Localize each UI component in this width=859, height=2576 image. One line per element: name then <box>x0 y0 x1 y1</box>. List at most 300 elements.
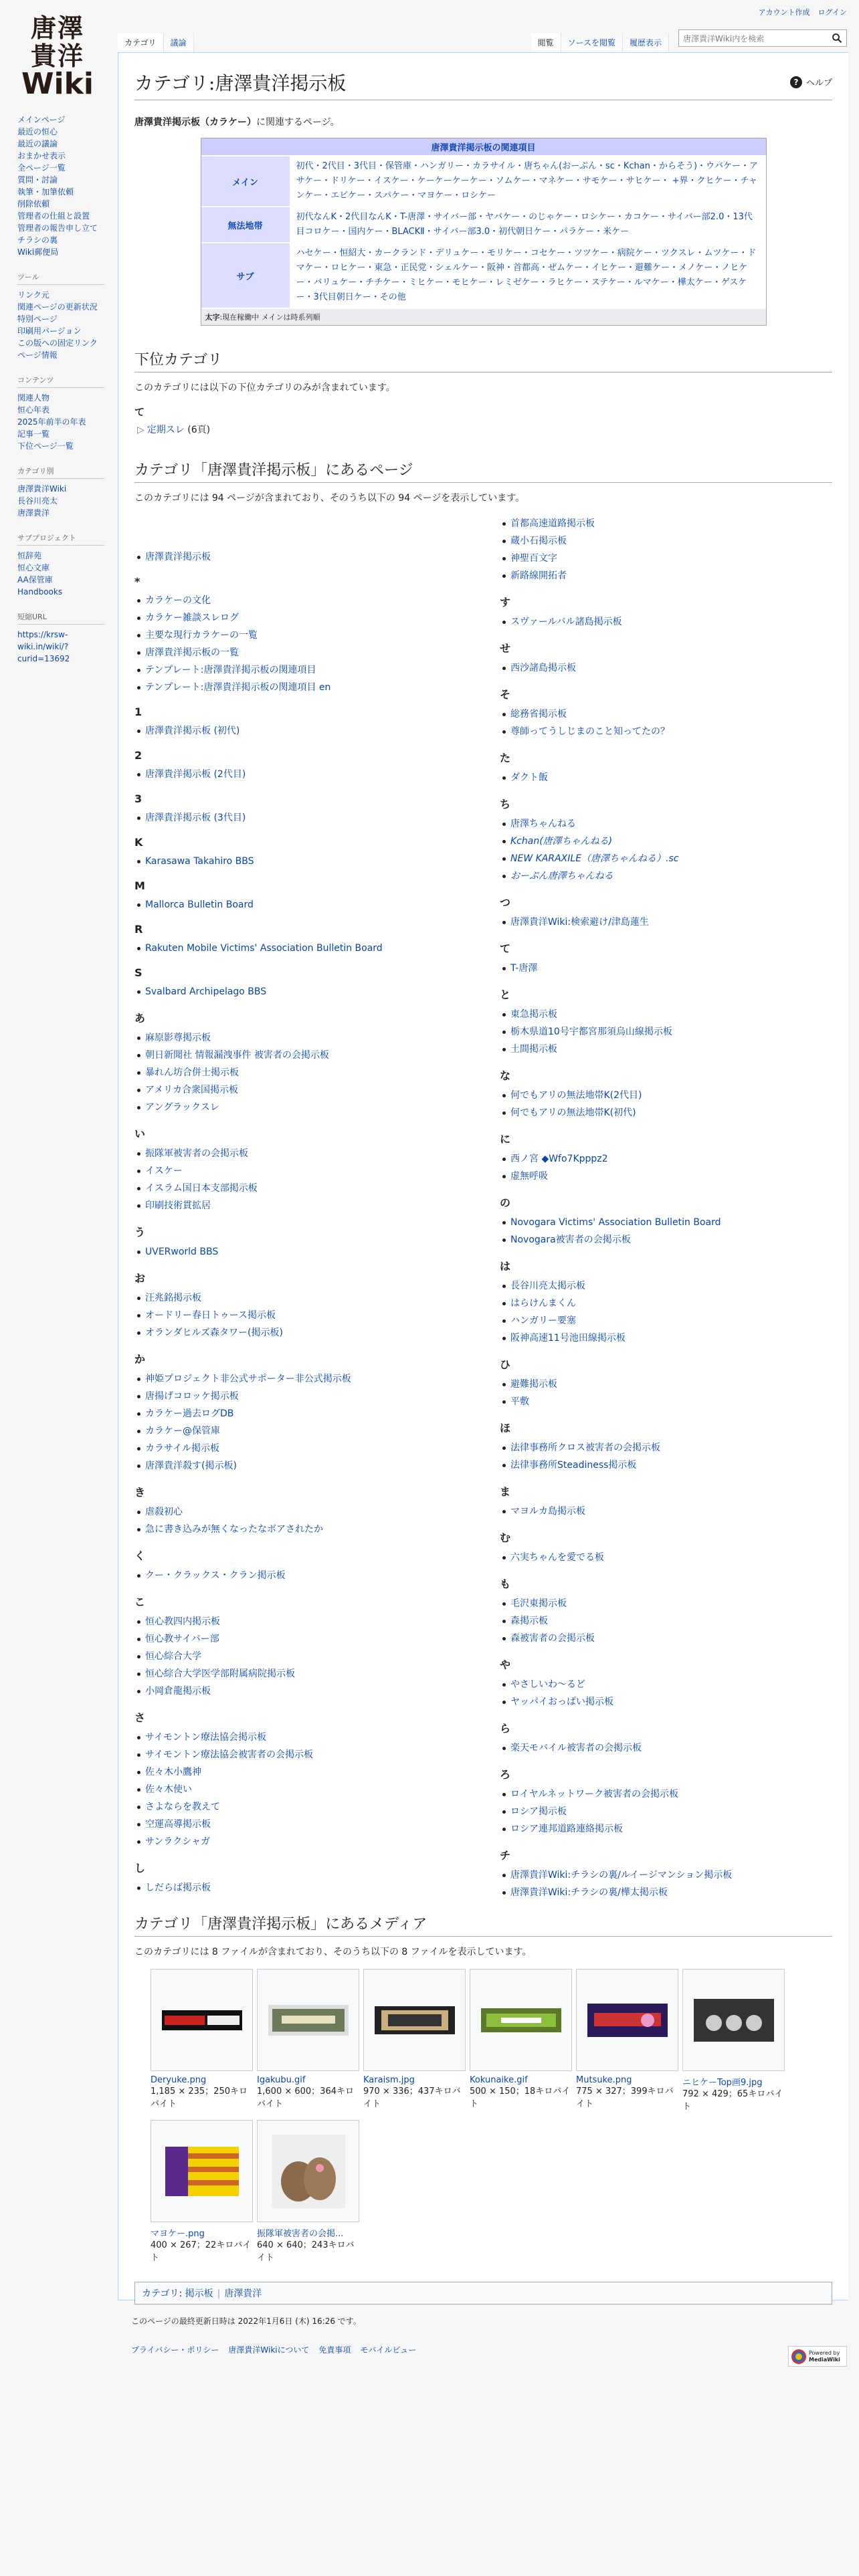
page-link[interactable]: 唐澤貴洋掲示板 (初代) <box>145 726 240 736</box>
page-group-list <box>500 613 848 631</box>
page-group-list <box>500 960 848 977</box>
page-group <box>134 792 482 827</box>
page-link[interactable]: おーぷん唐澤ちゃんねる <box>510 871 613 881</box>
logo-line-1: 唐澤 <box>30 13 84 43</box>
page-group <box>500 1766 848 1838</box>
page-group <box>134 706 482 740</box>
page-link[interactable]: オードリー春日トゥース掲示板 <box>145 1310 276 1321</box>
page-link[interactable]: スヴァールバル諸島掲示板 <box>510 617 622 627</box>
page-link[interactable]: 振隊軍被害者の会掲示板 <box>145 1148 248 1159</box>
page-link[interactable]: 唐澤貴洋掲示板 <box>145 552 211 562</box>
page-link[interactable]: Kchan(唐澤ちゃんねる) <box>510 836 613 847</box>
page-group-letter: す <box>500 596 511 609</box>
page-group-list <box>500 1376 848 1410</box>
navbox-row-list[interactable]: 初代・2代目・3代目・保管庫・ハンガリー・カラサイル・唐ちゃん(おーぷん・sc・Kchan・からそう)・ウバケー・アサケー・ドリケー・イスケー・ケーケーケーケー・ソムケー・マネケー・サモケー・サヒケー・ +界・クヒケー・チャンケー・エビケー・スパケー・マヨケー・ロシケー <box>290 156 766 206</box>
page-link[interactable]: 総務省掲示板 <box>510 709 567 720</box>
page-link[interactable]: 唐澤貴洋殺す(掲示板) <box>145 1461 237 1471</box>
page-list-item <box>134 722 482 740</box>
page-link[interactable]: 唐澤貴洋掲示板の一覧 <box>145 647 239 658</box>
page-list-item <box>134 609 482 627</box>
gallery-item <box>470 1969 572 2113</box>
page-link[interactable]: 東急掲示板 <box>510 1009 557 1020</box>
sidebar-content-item <box>17 416 118 428</box>
login-link[interactable]: ログイン <box>818 8 847 17</box>
footer-links <box>131 2344 847 2355</box>
sidebar-content-link[interactable]: 記事一覧 <box>17 429 50 439</box>
page-link[interactable]: Novogara被害者の会掲示板 <box>510 1235 631 1245</box>
page-list-item <box>134 1729 482 1746</box>
page-link[interactable]: ヤッパイおっぱい掲示板 <box>510 1697 613 1707</box>
page-link[interactable]: 唐澤貴洋Wiki:チラシの裏/樺太掲示板 <box>510 1887 668 1898</box>
sidebar-tools <box>17 272 118 361</box>
page-group-list <box>500 706 848 740</box>
gallery-filename[interactable]: Igakubu.gif <box>257 2075 306 2085</box>
page-list-item <box>134 1162 482 1180</box>
page-group-list <box>134 1145 482 1214</box>
sidebar-nav-link[interactable]: 執筆・加筆依頼 <box>17 187 74 197</box>
sidebar-nav-link[interactable]: 全ページ一覧 <box>17 163 66 173</box>
page-link[interactable]: 首都高速道路掲示板 <box>510 518 595 529</box>
page-group-letter: く <box>134 1549 146 1562</box>
page-group <box>134 1125 482 1214</box>
sidebar-content-item <box>17 440 118 452</box>
sidebar-subproject-link[interactable]: 恒辞苑 <box>17 551 42 560</box>
page-group <box>134 1709 482 1850</box>
page-group-letter: に <box>500 1133 511 1146</box>
page-list-item <box>500 550 848 567</box>
page-group-letter: き <box>134 1486 146 1499</box>
page-group <box>134 836 482 870</box>
page-group-letter: て <box>500 942 511 955</box>
page-list-item <box>500 1693 848 1711</box>
tab-category[interactable]: カテゴリ <box>118 33 164 52</box>
page-group <box>134 1860 482 1897</box>
page-list-item <box>134 809 482 827</box>
sidebar-subproject-link[interactable]: 恒心文庫 <box>17 563 50 572</box>
page-link[interactable]: 唐澤貴洋Wiki:検索避け/津島蓮生 <box>510 917 649 928</box>
page-link[interactable]: 主要な現行カラケーの一覧 <box>145 630 258 641</box>
page-link[interactable]: しだらば掲示板 <box>145 1883 211 1893</box>
page-group-letter: と <box>500 988 511 1001</box>
page-link[interactable]: 恒心綜合大学 <box>145 1651 201 1662</box>
page-link[interactable]: 阪神高速11号池田線掲示板 <box>510 1333 626 1344</box>
page-link[interactable]: 法律事務所クロス被害者の会掲示板 <box>510 1442 660 1453</box>
page-link[interactable]: 恒心教サイバー部 <box>145 1634 219 1644</box>
gallery-fileinfo: 775 × 327；399キロバイト <box>576 2086 674 2109</box>
category-separator: | <box>217 2288 221 2299</box>
page-list-item <box>134 1180 482 1197</box>
page-link[interactable]: 佐々木使い <box>145 1784 192 1795</box>
page-link[interactable]: 栃木県道10号宇都宮那須烏山線掲示板 <box>510 1027 672 1037</box>
sidebar-tools-link[interactable]: リンク元 <box>17 290 50 300</box>
site-logo[interactable] <box>11 9 104 103</box>
sidebar-subproject-item <box>17 574 118 586</box>
page-link[interactable]: アメリカ合衆国掲示板 <box>145 1085 239 1095</box>
page-link[interactable]: 楽天モバイル被害者の会掲示板 <box>510 1743 642 1753</box>
page-list-item <box>500 1549 848 1566</box>
tab-read[interactable]: 閲覧 <box>531 33 561 52</box>
sidebar-nav-link[interactable]: 最近の恒心 <box>17 127 58 136</box>
page-link[interactable]: 何でもアリの無法地帯K(初代) <box>510 1107 636 1118</box>
page-link[interactable]: カラケー@保管庫 <box>145 1426 220 1436</box>
sidebar-subprojects-title: サブプロジェクト <box>17 532 104 546</box>
page-group <box>134 1594 482 1700</box>
page-list-item <box>500 532 848 550</box>
page-link[interactable]: 急に書き込みが無くなったなボアされたか <box>145 1524 323 1535</box>
navbox-row <box>201 242 766 308</box>
page-link[interactable]: 西沙諸島掲示板 <box>510 663 576 673</box>
sidebar-tools-link[interactable]: 特別ページ <box>17 314 58 324</box>
gallery-filename[interactable]: マヨケー.png <box>151 2229 205 2239</box>
sidebar-tools-link[interactable]: 印刷用バージョン <box>17 326 82 336</box>
page-list-item <box>134 1683 482 1700</box>
page-link[interactable]: イスケー <box>145 1166 183 1176</box>
gallery-filename[interactable]: Deryuke.png <box>151 2075 207 2085</box>
page-group <box>500 1720 848 1757</box>
page-list-item <box>500 1803 848 1820</box>
sidebar-short-url-link[interactable]: https://krsw- <box>17 630 68 639</box>
footer-link[interactable]: プライバシー・ポリシー <box>131 2345 219 2355</box>
tab-history[interactable]: 履歴表示 <box>623 33 669 52</box>
sidebar-short-url-link[interactable]: curid=13692 <box>17 654 70 663</box>
page-list-item <box>134 1047 482 1064</box>
page-list-item <box>134 661 482 679</box>
gallery-item <box>151 2120 253 2264</box>
page-list-item <box>500 567 848 584</box>
page-group-list <box>500 1439 848 1474</box>
page-link[interactable]: 唐澤貴洋掲示板 (2代目) <box>145 769 246 780</box>
pages-column-1 <box>134 548 482 1906</box>
page-link[interactable]: Mallorca Bulletin Board <box>145 899 254 910</box>
page-link[interactable]: 虐殺初心 <box>145 1507 183 1517</box>
page-list-item <box>500 1214 848 1231</box>
expand-triangle-icon[interactable]: ▷ <box>137 425 145 435</box>
create-account-link[interactable]: アカウント作成 <box>758 8 810 17</box>
page-link[interactable]: Rakuten Mobile Victims' Association Bulletin Board <box>145 943 383 954</box>
sidebar-nav-link[interactable]: 最近の議論 <box>17 139 58 148</box>
page-link[interactable]: テンプレート:唐澤貴洋掲示板の関連項目 <box>145 665 316 675</box>
gallery-thumbnail[interactable] <box>257 1969 359 2071</box>
page-group-list <box>500 1150 848 1185</box>
page-group-letter: か <box>134 1353 146 1366</box>
page-link[interactable]: 平敷 <box>510 1396 529 1407</box>
sidebar-category-link[interactable]: 唐澤貴洋 <box>17 508 50 518</box>
gallery-thumbnail[interactable] <box>257 2120 359 2222</box>
subcategories-heading: 下位カテゴリ <box>134 348 832 372</box>
page-link[interactable]: 長谷川亮太掲示板 <box>510 1281 585 1291</box>
page-link[interactable]: サンラクシャガ <box>145 1836 211 1847</box>
page-group-list <box>500 1739 848 1757</box>
sidebar-short-url-item <box>17 629 118 641</box>
page-list-item <box>500 1295 848 1312</box>
page-link[interactable]: サイモントン療法協会被害者の会掲示板 <box>145 1749 314 1760</box>
help-link[interactable] <box>790 76 832 88</box>
page-link[interactable]: ロイヤルネットワーク被害者の会掲示板 <box>510 1789 679 1800</box>
page-link[interactable]: 麻原影尊掲示板 <box>145 1033 211 1043</box>
page-list-item <box>500 850 848 867</box>
gallery-thumbnail[interactable] <box>682 1969 785 2071</box>
page-link[interactable]: 小岡倉龍掲示板 <box>145 1686 211 1697</box>
page-group <box>500 1576 848 1647</box>
sidebar-tools-item <box>17 349 118 361</box>
page-list-item <box>500 1884 848 1901</box>
sidebar-nav-link[interactable]: 管理者の仕組と設置 <box>17 211 90 221</box>
sidebar-category-link[interactable]: 唐澤貴洋Wiki <box>17 484 67 494</box>
sidebar-tools-item <box>17 301 118 313</box>
sidebar-content-link[interactable]: 恒心年表 <box>17 405 50 415</box>
page-link[interactable]: 森被害者の会掲示板 <box>510 1633 595 1644</box>
sidebar-category-link[interactable]: 長谷川亮太 <box>17 496 58 506</box>
sidebar-tools-link[interactable]: 関連ページの更新状況 <box>17 302 98 312</box>
gallery-item <box>576 1969 678 2113</box>
page-link[interactable]: 空運高導掲示板 <box>145 1819 211 1830</box>
page-group <box>500 1131 848 1185</box>
sidebar-nav-link[interactable]: おまかせ表示 <box>17 151 66 160</box>
page-list-item <box>134 1763 482 1781</box>
page-list-item <box>500 1006 848 1023</box>
page-link[interactable]: 土間掲示板 <box>510 1044 557 1055</box>
page-list-item <box>500 1612 848 1630</box>
page-list-item <box>134 1798 482 1816</box>
page-group <box>134 923 482 957</box>
page-group-list <box>134 1879 482 1897</box>
page-list-item <box>500 1676 848 1693</box>
page-group-list <box>134 1613 482 1700</box>
page-list-item <box>134 1630 482 1648</box>
sidebar-subproject-link[interactable]: Handbooks <box>17 587 63 597</box>
help-label: ヘルプ <box>805 78 832 88</box>
intro-text <box>134 115 832 128</box>
page-list-item <box>500 1820 848 1838</box>
sidebar-nav-item <box>17 234 118 246</box>
page-group-list <box>134 1370 482 1475</box>
navbox-row-list[interactable]: ハセケー・恒紹大・カークランド・デリュケー・モリケー・コセケー・ツツケー・病院ケー・ツクスレ・ムツケー・ドマケー・ロヒケー・東急・正民党・シェルケー・阪神・首都高・ぜムケー・イヒケー・避難ケー・メノケー・ノヒケー・バリュケー・チチケー・ミヒケー・モヒケー・レミゼケー・ラヒケー・ステケー・ルマケー・樺太ケー・ゲスケー・3代目朝日ケー・その他 <box>290 243 766 308</box>
category-link[interactable]: 掲示板 <box>185 2288 213 2299</box>
page-group <box>500 1258 848 1347</box>
page-list-item <box>134 592 482 609</box>
subcategory-link[interactable]: 定期スレ <box>147 425 185 435</box>
navbox-row-head[interactable]: サブ <box>201 243 290 308</box>
page-group <box>500 594 848 631</box>
page-link[interactable]: カラケー過去ログDB <box>145 1408 234 1419</box>
page-list-item <box>134 983 482 1000</box>
intro-bold: 唐澤貴洋掲示板（カラケー） <box>134 117 256 128</box>
page-group-list <box>134 722 482 740</box>
page-link[interactable]: 法律事務所Steadiness掲示板 <box>510 1460 637 1471</box>
page-list-item <box>134 1370 482 1388</box>
page-list-item <box>134 1029 482 1047</box>
sidebar-tools-link[interactable]: ページ情報 <box>17 350 58 360</box>
page-list-item <box>134 1324 482 1341</box>
page-link[interactable]: 唐澤貴洋掲示板 (3代目) <box>145 813 246 823</box>
page-group-letter: M <box>134 879 145 892</box>
page-link[interactable]: Karasawa Takahiro BBS <box>145 856 254 867</box>
gallery-thumbnail[interactable] <box>576 1969 678 2071</box>
page-link[interactable]: 朝日新聞社 情報漏洩事件 被害者の会掲示板 <box>145 1050 329 1061</box>
page-group-letter: 1 <box>134 706 142 718</box>
page-link[interactable]: T-唐澤 <box>510 963 538 974</box>
sidebar-categories <box>17 465 118 519</box>
gallery-thumbnail[interactable] <box>470 1969 572 2071</box>
page-link[interactable]: 唐澤貴洋Wiki:チラシの裏/ルイージマンション掲示板 <box>510 1870 733 1881</box>
sidebar-content-link[interactable]: 関連人物 <box>17 393 50 403</box>
page-link[interactable]: 恒心綜合大学医学部附属病院掲示板 <box>145 1669 295 1679</box>
page-group-letter: ま <box>500 1485 511 1498</box>
page-list-item <box>500 914 848 931</box>
footer-link[interactable]: 免責事項 <box>318 2345 351 2355</box>
page-group-letter: こ <box>134 1596 146 1608</box>
page-link[interactable]: 避難掲示板 <box>510 1379 557 1390</box>
page-group <box>500 1483 848 1520</box>
gallery-filename[interactable]: ニヒケーTop画9.jpg <box>682 2078 763 2088</box>
gallery-filename[interactable]: 振隊軍被害者の会掲... <box>257 2229 344 2239</box>
page-link[interactable]: さよならを教えて <box>145 1802 220 1812</box>
sidebar-short-url-item <box>17 653 118 665</box>
page-link[interactable]: はらけんまくん <box>510 1298 576 1309</box>
page-group-list <box>134 1567 482 1584</box>
page-link[interactable]: 神聖百文字 <box>510 553 557 564</box>
page-list-item <box>134 1064 482 1081</box>
navbox-row-head[interactable]: メイン <box>201 156 290 206</box>
page-link[interactable]: UVERworld BBS <box>145 1247 219 1257</box>
navbox-footer-bold: 太字 <box>205 313 220 322</box>
page-link[interactable]: Svalbard Archipelago BBS <box>145 986 267 997</box>
page-group-list <box>134 853 482 870</box>
gallery-item <box>257 1969 359 2113</box>
page-link[interactable]: やさしいわ～るど <box>510 1679 585 1690</box>
page-link[interactable]: 印刷技術貫拡居 <box>145 1200 211 1211</box>
page-link[interactable]: カラサイル掲示板 <box>145 1443 220 1454</box>
page-link[interactable]: マヨルカ島掲示板 <box>510 1506 585 1517</box>
page-list-item <box>134 1567 482 1584</box>
page-link[interactable]: 蔵小石掲示板 <box>510 536 567 546</box>
page-link[interactable]: 佐々木小鷹神 <box>145 1767 201 1778</box>
category-link[interactable]: 唐澤貴洋 <box>224 2288 262 2299</box>
page-link[interactable]: 何でもアリの無法地帯K(2代目) <box>510 1090 642 1101</box>
page-list-item <box>500 706 848 723</box>
page-group-letter: い <box>134 1128 146 1140</box>
subcategory-count: (6頁) <box>187 425 211 435</box>
sidebar-nav-link[interactable]: 質問・討論 <box>17 175 58 185</box>
page-link[interactable]: カラケーの文化 <box>145 595 211 606</box>
page-link[interactable]: 虚無呼吸 <box>510 1171 548 1182</box>
page-group <box>134 1351 482 1475</box>
page-link[interactable]: 恒心教四内掲示板 <box>145 1616 220 1627</box>
logo-line-2: 貴洋 <box>30 41 84 71</box>
sidebar-subproject-link[interactable]: AA保管庫 <box>17 575 53 584</box>
tab-talk[interactable]: 議論 <box>164 33 194 52</box>
page-link[interactable]: オランダヒルズ森タワー(掲示板) <box>145 1327 283 1338</box>
sidebar-tools-link[interactable]: この版への固定リンク <box>17 338 98 348</box>
navbox-row-list[interactable]: 初代なんK・2代目なんK・T-唐澤・サイバー部・ヤバケー・のじゃケー・ロシケー・カコケー・サイバー部2.0・13代目コロケー・国内ケー・BLACKⅡ・サイバー部3.0・初代朝日ケー・パラケー・米ケー <box>290 207 766 242</box>
navbox-title[interactable]: 唐澤貴洋掲示板の関連項目 <box>201 138 766 155</box>
sidebar-tools-item <box>17 289 118 301</box>
page-link[interactable]: アングラックスレ <box>145 1102 219 1113</box>
page-link[interactable]: 尊師ってうしじまのこと知ってたの？ <box>510 726 670 737</box>
page-list-item <box>134 1648 482 1665</box>
pages-desc: このカテゴリには 94 ページが含まれており、そのうち以下の 94 ページを表示しています。 <box>134 493 525 504</box>
page-list-item <box>500 1376 848 1393</box>
sidebar-category-item <box>17 507 118 519</box>
sidebar-nav-link[interactable]: 削除依頼 <box>17 199 50 209</box>
gallery-filename[interactable]: Karaism.jpg <box>363 2075 415 2085</box>
page-link[interactable]: ダクト飯 <box>510 772 548 783</box>
page-list-item <box>134 679 482 696</box>
page-group-letter: う <box>134 1226 146 1239</box>
page-link[interactable]: サイモントン療法協会掲示板 <box>145 1732 267 1743</box>
sidebar-nav-item <box>17 174 118 186</box>
page-link[interactable]: 汪兆銘掲示板 <box>145 1293 201 1303</box>
page-list-item <box>500 1786 848 1803</box>
categories-label[interactable]: カテゴリ <box>142 2288 179 2299</box>
gallery-thumbnail[interactable] <box>151 1969 253 2071</box>
page-link[interactable]: 唐揚げコロッケ掲示板 <box>145 1391 239 1402</box>
gallery-thumbnail[interactable] <box>151 2120 253 2222</box>
sidebar-short-url-link[interactable]: wiki.in/wiki/? <box>17 642 69 651</box>
sidebar-nav-link[interactable]: チラシの裏 <box>17 235 58 245</box>
page-group-list <box>134 1289 482 1341</box>
page-link[interactable]: 神姫プロジェクト非公式サポーター非公式掲示板 <box>145 1374 351 1384</box>
page-link[interactable]: Novogara Victims' Association Bulletin Board <box>510 1217 721 1228</box>
page-link[interactable]: 西ノ宮 ◆Wfo7Kpppz2 <box>510 1154 608 1164</box>
sidebar-content-link[interactable]: 2025年前半の年表 <box>17 417 86 427</box>
page-link[interactable]: カラケー雑談スレログ <box>145 613 239 623</box>
page-link[interactable]: クー・クラックス・クラン掲示板 <box>145 1570 286 1581</box>
gallery-thumbnail[interactable] <box>363 1969 466 2071</box>
page-link[interactable]: イスラム国日本支部掲示板 <box>145 1183 258 1194</box>
page-link[interactable]: 新路線開拓者 <box>510 570 567 581</box>
sidebar-nav-link[interactable]: メインページ <box>17 115 66 124</box>
page-link[interactable]: 毛沢東掲示板 <box>510 1598 567 1609</box>
navbox-row-head[interactable]: 無法地帯 <box>201 207 290 242</box>
sidebar-content-link[interactable]: 下位ページ一覧 <box>17 441 74 451</box>
page-list-item <box>500 613 848 631</box>
page-group-letter: 2 <box>134 749 142 762</box>
page-link[interactable]: 六実ちゃんを愛でる板 <box>510 1552 604 1563</box>
search-icon[interactable] <box>832 33 842 43</box>
gallery-filename[interactable]: Kokunaike.gif <box>470 2075 528 2085</box>
powered-by-mediawiki-badge[interactable] <box>788 2346 847 2367</box>
page-link[interactable]: 唐澤ちゃんねる <box>510 819 576 829</box>
page-link[interactable]: テンプレート:唐澤貴洋掲示板の関連項目 en <box>145 682 331 693</box>
page-group <box>134 1270 482 1341</box>
search-input[interactable] <box>678 29 847 47</box>
sidebar-nav-link[interactable]: Wiki郵便局 <box>17 247 59 257</box>
page-link[interactable]: ハンガリー要塞 <box>510 1315 576 1326</box>
tab-view-source[interactable]: ソースを閲覧 <box>561 33 623 52</box>
page-link[interactable]: ロシア連邦道路連絡掲示板 <box>510 1824 623 1834</box>
page-list-item <box>500 1087 848 1104</box>
page-group-letter: も <box>500 1578 511 1590</box>
footer-link[interactable]: 唐澤貴洋Wikiについて <box>228 2345 310 2355</box>
page-list-item <box>134 1521 482 1538</box>
footer-link[interactable]: モバイルビュー <box>360 2345 417 2355</box>
sidebar-nav-item <box>17 222 118 234</box>
page-link[interactable]: 暴れん坊合併士掲示板 <box>145 1067 239 1078</box>
sidebar-nav-link[interactable]: 管理者の報告申し立て <box>17 223 98 233</box>
gallery-filename[interactable]: Mutsuke.png <box>576 2075 632 2085</box>
gallery-fileinfo: 792 × 429；65キロバイト <box>682 2089 783 2112</box>
page-link[interactable]: 森掲示板 <box>510 1616 548 1626</box>
page-link[interactable]: ロシア掲示板 <box>510 1806 567 1817</box>
sidebar-short-url-title: 短縮URL <box>17 611 104 625</box>
page-list-item <box>500 1503 848 1520</box>
sidebar-tools-title: ツール <box>17 272 104 285</box>
page-group-list <box>134 766 482 783</box>
page-list-item <box>500 1231 848 1249</box>
pages-column-2 <box>500 515 848 1911</box>
page-link[interactable]: NEW KARAXILE（唐澤ちゃんねる）.sc <box>510 853 679 864</box>
